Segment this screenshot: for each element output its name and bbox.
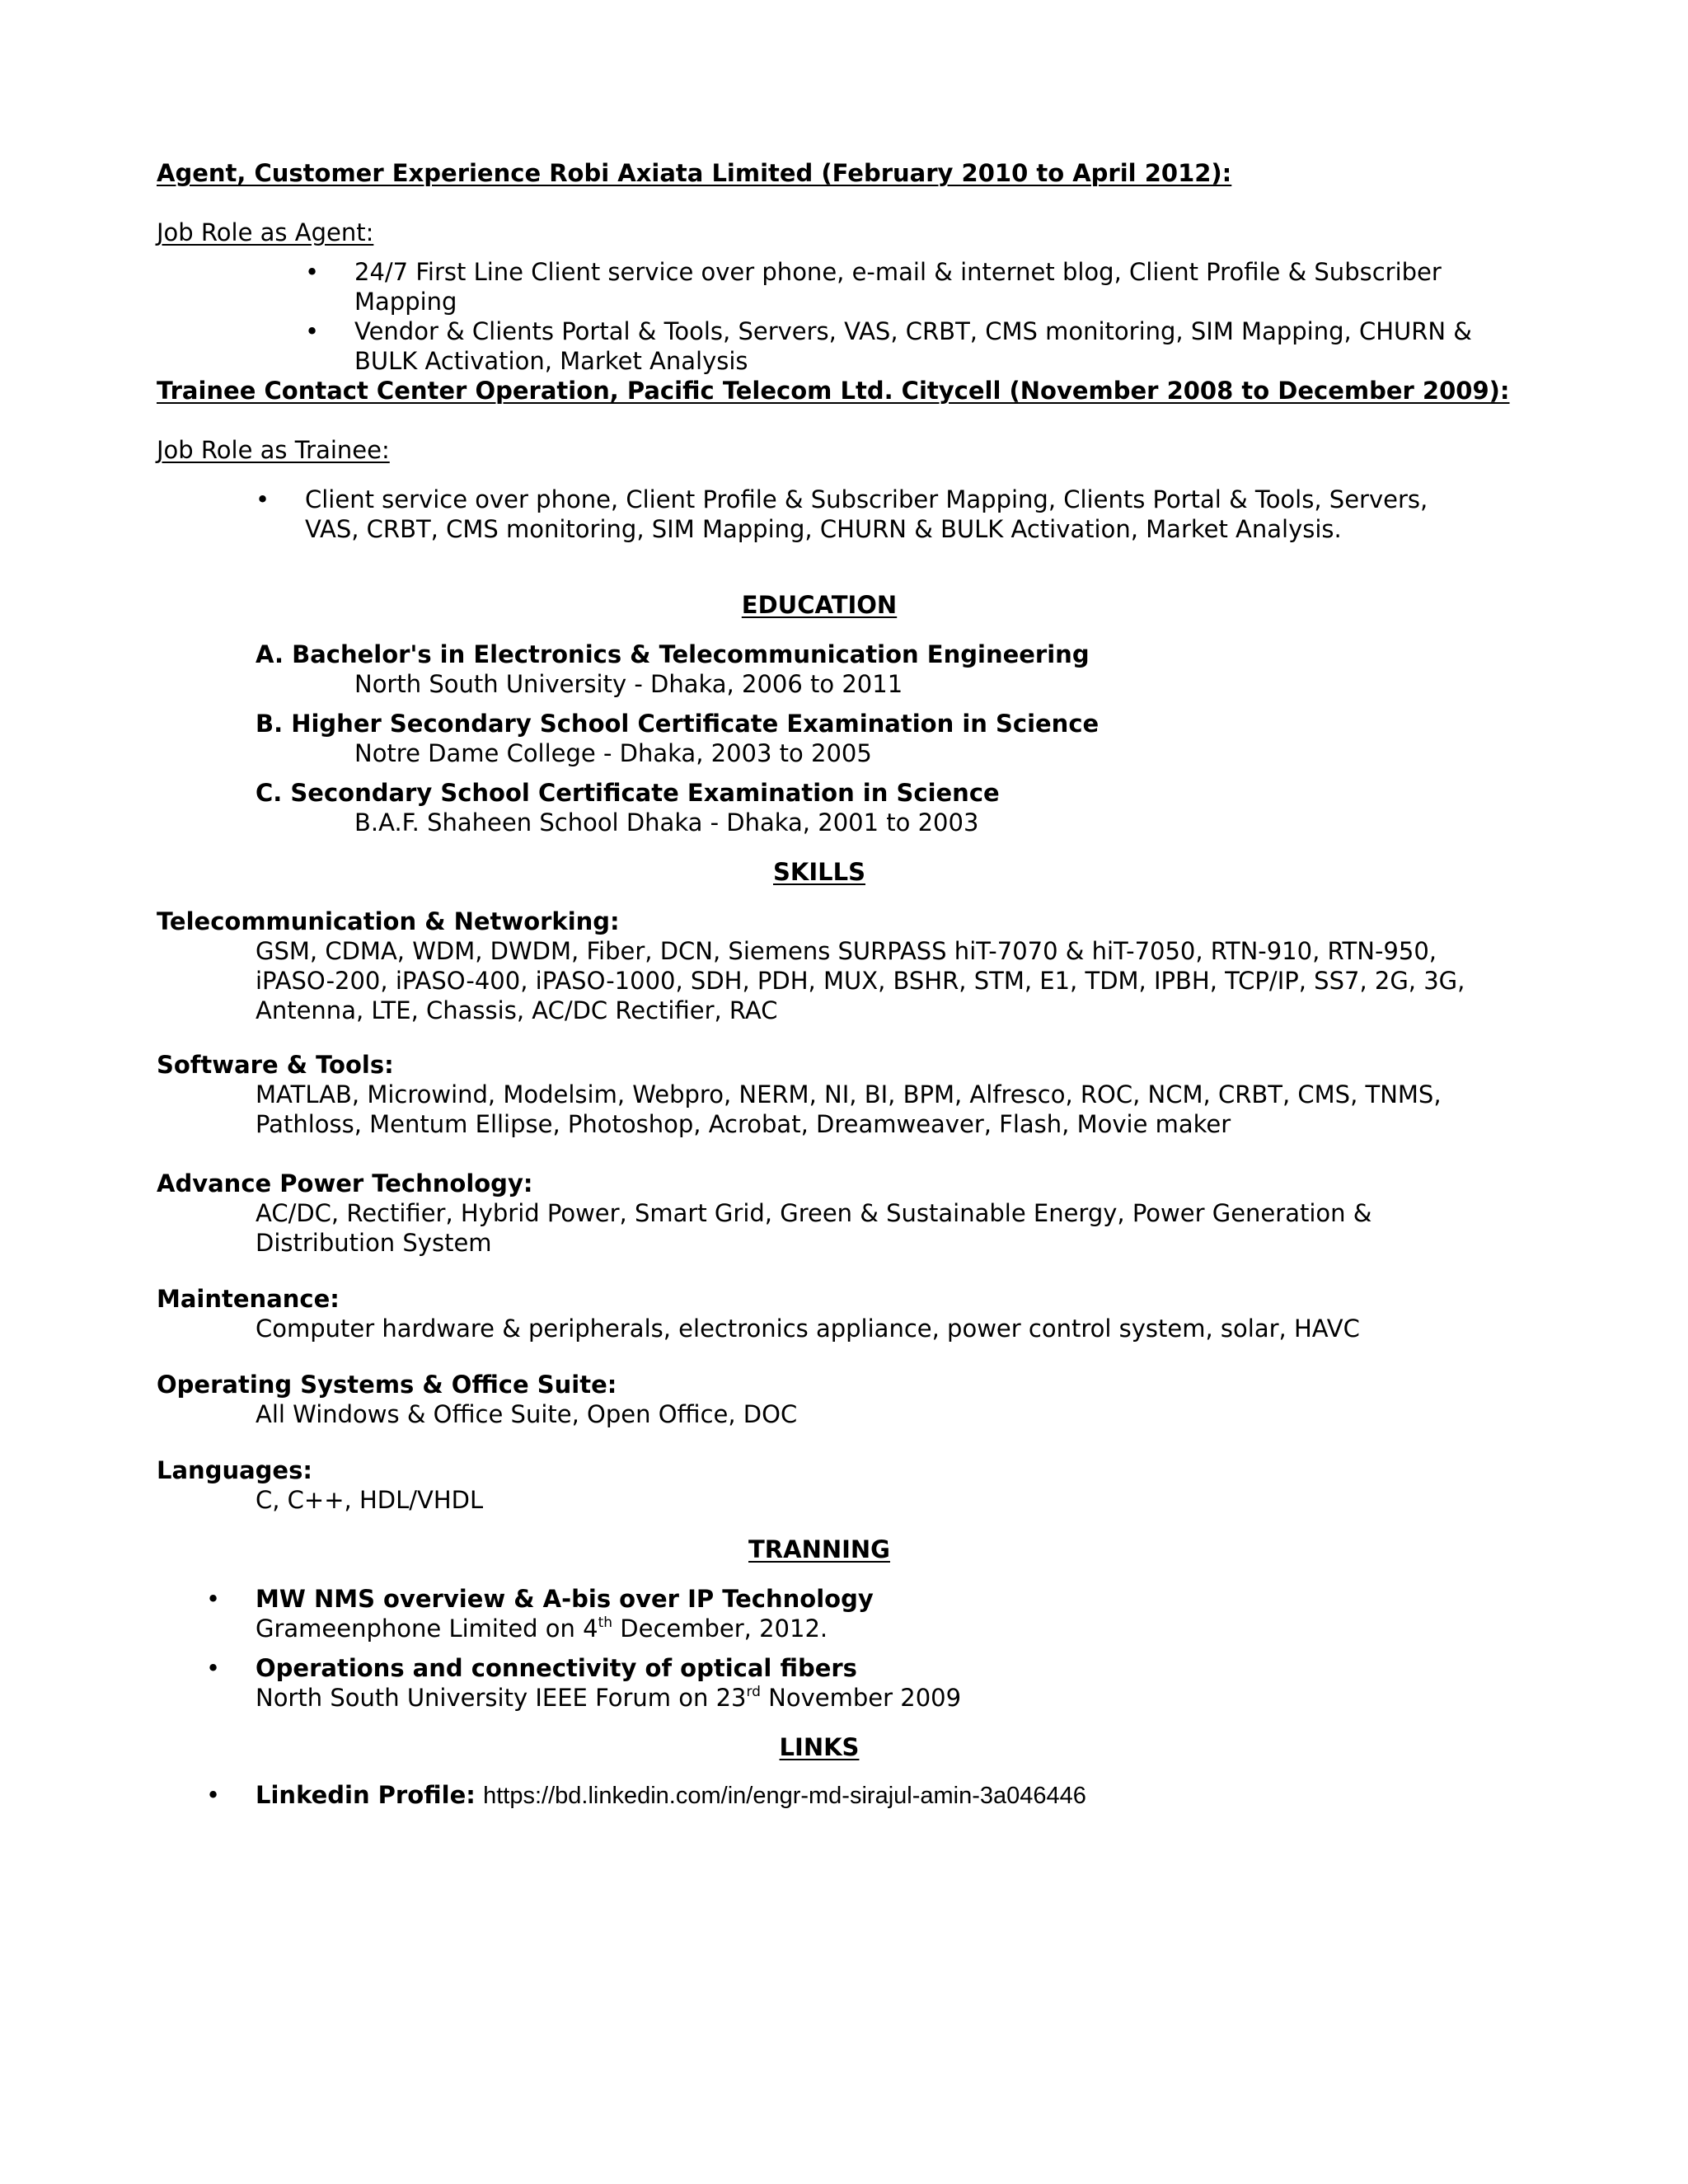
skill-category: Languages:	[157, 1456, 312, 1484]
degree-title: B. Higher Secondary School Certificate Examination in Science	[256, 710, 1100, 738]
skill-group	[157, 1455, 1484, 1515]
skill-category: Operating Systems & Office Suite:	[157, 1371, 617, 1399]
training-title: • Operations and connectivity of optical fibers	[256, 1654, 857, 1682]
education-item	[256, 709, 1099, 768]
job-duties-citycell	[256, 485, 1475, 544]
skill-category: Software & Tools:	[157, 1051, 394, 1079]
job-title-robi: Agent, Customer Experience Robi Axiata Limited (February 2010 to April 2012):	[157, 159, 1232, 187]
job-duties-robi	[305, 257, 1475, 376]
skill-detail: C, C++, HDL/VHDL	[256, 1486, 484, 1514]
list-item: • Vendor & Clients Portal & Tools, Servers, VAS, CRBT, CMS monitoring, SIM Mapping, CHURN & BULK Activation, Market Analysis	[305, 316, 1475, 376]
job-role-label-agent: Job Role as Agent:	[157, 218, 374, 246]
skills-heading: SKILLS	[773, 858, 865, 886]
skill-category: Maintenance:	[157, 1285, 340, 1313]
skill-group	[157, 1370, 1484, 1429]
education-item	[256, 640, 1090, 699]
education-item	[256, 778, 1000, 837]
training-detail: North South University IEEE Forum on 23rd November 2009	[256, 1684, 962, 1712]
skill-detail: All Windows & Office Suite, Open Office, DOC	[256, 1400, 798, 1428]
skill-group	[157, 1169, 1484, 1258]
skill-detail: Computer hardware & peripherals, electronics appliance, power control system, solar, HAVC	[256, 1315, 1360, 1343]
link-label: Linkedin Profile:	[256, 1781, 476, 1809]
skill-group	[157, 1050, 1484, 1139]
skill-detail: MATLAB, Microwind, Modelsim, Webpro, NERM, NI, BI, BPM, Alfresco, ROC, NCM, CRBT, CMS, TNMS, Pathloss, Mentum Ellipse, Photoshop, Acrobat, Dreamweaver, Flash, Movie maker	[256, 1080, 1442, 1138]
education-heading: EDUCATION	[741, 591, 898, 619]
degree-detail: North South University - Dhaka, 2006 to 2011	[354, 670, 903, 698]
links-list	[206, 1780, 1442, 1811]
skill-group	[157, 1284, 1484, 1343]
job-role-label-trainee: Job Role as Trainee:	[157, 436, 390, 464]
degree-title: A. Bachelor's in Electronics & Telecommunication Engineering	[256, 640, 1090, 668]
list-item: • Client service over phone, Client Profile & Subscriber Mapping, Clients Portal & Tools, Servers, VAS, CRBT, CMS monitoring, SIM Mapping, CHURN & BULK Activation, Market Analysis.	[256, 485, 1475, 544]
skill-detail: AC/DC, Rectifier, Hybrid Power, Smart Grid, Green & Sustainable Energy, Power Generation & Distribution System	[256, 1199, 1372, 1257]
training-detail: Grameenphone Limited on 4th December, 2012.	[256, 1615, 828, 1643]
degree-detail: Notre Dame College - Dhaka, 2003 to 2005	[354, 739, 872, 767]
skill-group	[157, 907, 1484, 1025]
degree-detail: B.A.F. Shaheen School Dhaka - Dhaka, 2001 to 2003	[354, 808, 979, 837]
skill-detail: GSM, CDMA, WDM, DWDM, Fiber, DCN, Siemens SURPASS hiT-7070 & hiT-7050, RTN-910, RTN-950, iPASO-200, iPASO-400, iPASO-1000, SDH, PDH, MUX, BSHR, STM, E1, TDM, IPBH, TCP/IP, SS7, 2G, 3G, Antenna, LTE, Chassis, AC/DC Rectifier, RAC	[256, 937, 1465, 1024]
list-item	[206, 1653, 1442, 1713]
list-item	[206, 1780, 1442, 1811]
training-heading: TRANNING	[748, 1535, 890, 1563]
list-item	[206, 1584, 1442, 1643]
training-title: • MW NMS overview & A-bis over IP Technology	[256, 1585, 874, 1613]
linkedin-url-link[interactable]: https://bd.linkedin.com/in/engr-md-sirajul-amin-3a046446	[483, 1783, 1086, 1809]
skill-category: Telecommunication & Networking:	[157, 907, 620, 935]
training-list	[206, 1584, 1442, 1713]
job-title-citycell: Trainee Contact Center Operation, Pacific Telecom Ltd. Citycell (November 2008 to December 2009):	[157, 377, 1510, 405]
degree-title: C. Secondary School Certificate Examination in Science	[256, 779, 1000, 807]
list-item: • 24/7 First Line Client service over phone, e-mail & internet blog, Client Profile & Subscriber Mapping	[305, 257, 1475, 316]
skill-category: Advance Power Technology:	[157, 1169, 533, 1197]
links-heading: LINKS	[779, 1733, 860, 1761]
